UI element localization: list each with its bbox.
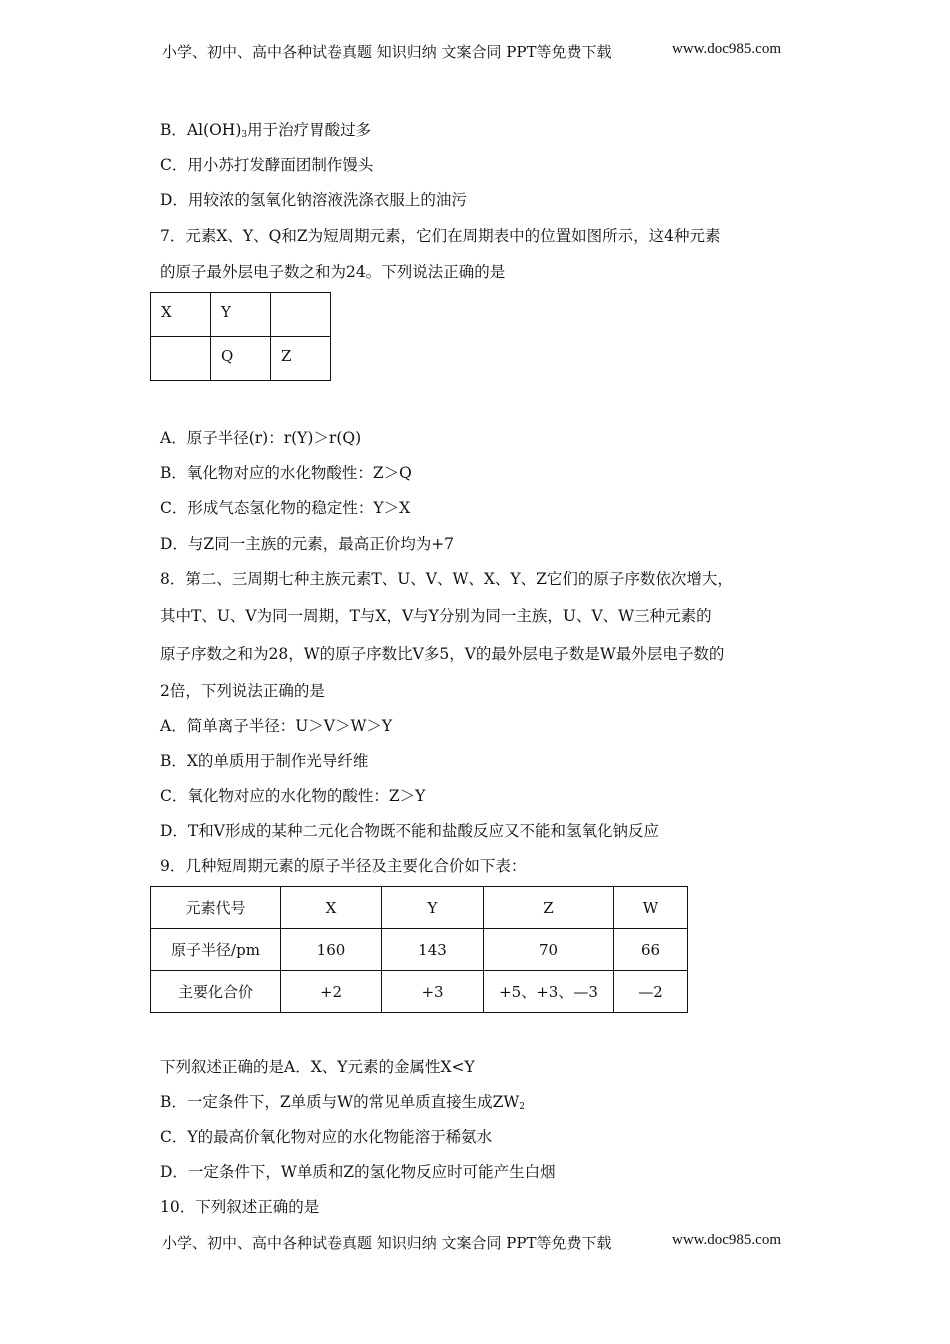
q7-stem-line2: 的原子最外层电子数之和为24。下列说法正确的是 (160, 263, 506, 281)
q8-stem-line1: 8．第二、三周期七种主族元素T、U、V、W、X、Y、Z它们的原子序数依次增大， (160, 570, 733, 588)
q6-option-d: D．用较浓的氢氧化钠溶液洗涤衣服上的油污 (160, 191, 467, 209)
q6-option-b: B．$Al(OH)_3$用于治疗胃酸过多 (160, 121, 372, 140)
q9-element-table (150, 886, 688, 1013)
q9-stem: 9．几种短周期元素的原子半径及主要化合价如下表： (160, 857, 527, 875)
pt-cell: Y (211, 293, 271, 337)
table-header-cell: Z (484, 887, 614, 929)
table-cell: 原子半径/pm (151, 929, 281, 971)
q10-stem: 10．下列叙述正确的是 (160, 1198, 320, 1216)
q9-option-b: B．一定条件下，Z单质与W的常见单质直接生成$ZW_2$ (160, 1093, 526, 1112)
q8-option-b: B．X的单质用于制作光导纤维 (160, 752, 369, 770)
footer-url[interactable]: www.doc985.com (672, 1232, 782, 1248)
pt-cell: X (151, 293, 211, 337)
q6-option-c: C．用小苏打发酵面团制作馒头 (160, 156, 374, 174)
q7-stem-line1: 7．元素X、Y、Q和Z为短周期元素，它们在周期表中的位置如图所示，这4种元素 (160, 227, 721, 245)
table-cell: 主要化合价 (151, 971, 281, 1013)
table-cell: +5、+3、—3 (484, 971, 614, 1013)
q7-option-b: B．氧化物对应的水化物酸性：Z＞Q (160, 464, 412, 482)
q7-option-d: D．与Z同一主族的元素，最高正价均为+7 (160, 535, 455, 553)
q8-stem-line4: 2倍，下列说法正确的是 (160, 682, 325, 700)
table-header-cell: X (281, 887, 382, 929)
table-cell: 143 (382, 929, 484, 971)
table-header-cell: W (614, 887, 688, 929)
table-cell: 70 (484, 929, 614, 971)
q9-option-a: 下列叙述正确的是A．X、Y元素的金属性X<Y (160, 1058, 475, 1076)
pt-cell (151, 337, 211, 381)
q8-stem-line3: 原子序数之和为28，W的原子序数比V多5，V的最外层电子数是W最外层电子数的 (160, 645, 725, 663)
q9-option-c: C．Y的最高价氧化物对应的水化物能溶于稀氨水 (160, 1128, 493, 1146)
q8-option-a: A．简单离子半径：U＞V＞W＞Y (160, 717, 393, 735)
pt-cell: Z (271, 337, 331, 381)
table-cell: —2 (614, 971, 688, 1013)
q8-option-c: C．氧化物对应的水化物的酸性：Z＞Y (160, 787, 426, 805)
footer-left-text: 小学、初中、高中各种试卷真题 知识归纳 文案合同 PPT等免费下载 (162, 1234, 612, 1252)
q7-option-c: C．形成气态氢化物的稳定性：Y＞X (160, 499, 411, 517)
table-header-cell: Y (382, 887, 484, 929)
q7-option-a: A．原子半径(r)：r(Y)＞r(Q) (160, 429, 362, 447)
table-header-cell: 元素代号 (151, 887, 281, 929)
table-cell: +2 (281, 971, 382, 1013)
pt-cell (271, 293, 331, 337)
pt-cell: Q (211, 337, 271, 381)
q9-option-d: D．一定条件下，W单质和Z的氢化物反应时可能产生白烟 (160, 1163, 556, 1181)
table-cell: 66 (614, 929, 688, 971)
table-cell: 160 (281, 929, 382, 971)
q7-periodic-table (150, 292, 331, 381)
table-cell: +3 (382, 971, 484, 1013)
q8-option-d: D．T和V形成的某种二元化合物既不能和盐酸反应又不能和氢氧化钠反应 (160, 822, 659, 840)
header-url[interactable]: www.doc985.com (672, 41, 782, 57)
q8-stem-line2: 其中T、U、V为同一周期，T与X，V与Y分别为同一主族，U、V、W三种元素的 (160, 607, 712, 625)
header-left-text: 小学、初中、高中各种试卷真题 知识归纳 文案合同 PPT等免费下载 (162, 43, 612, 61)
